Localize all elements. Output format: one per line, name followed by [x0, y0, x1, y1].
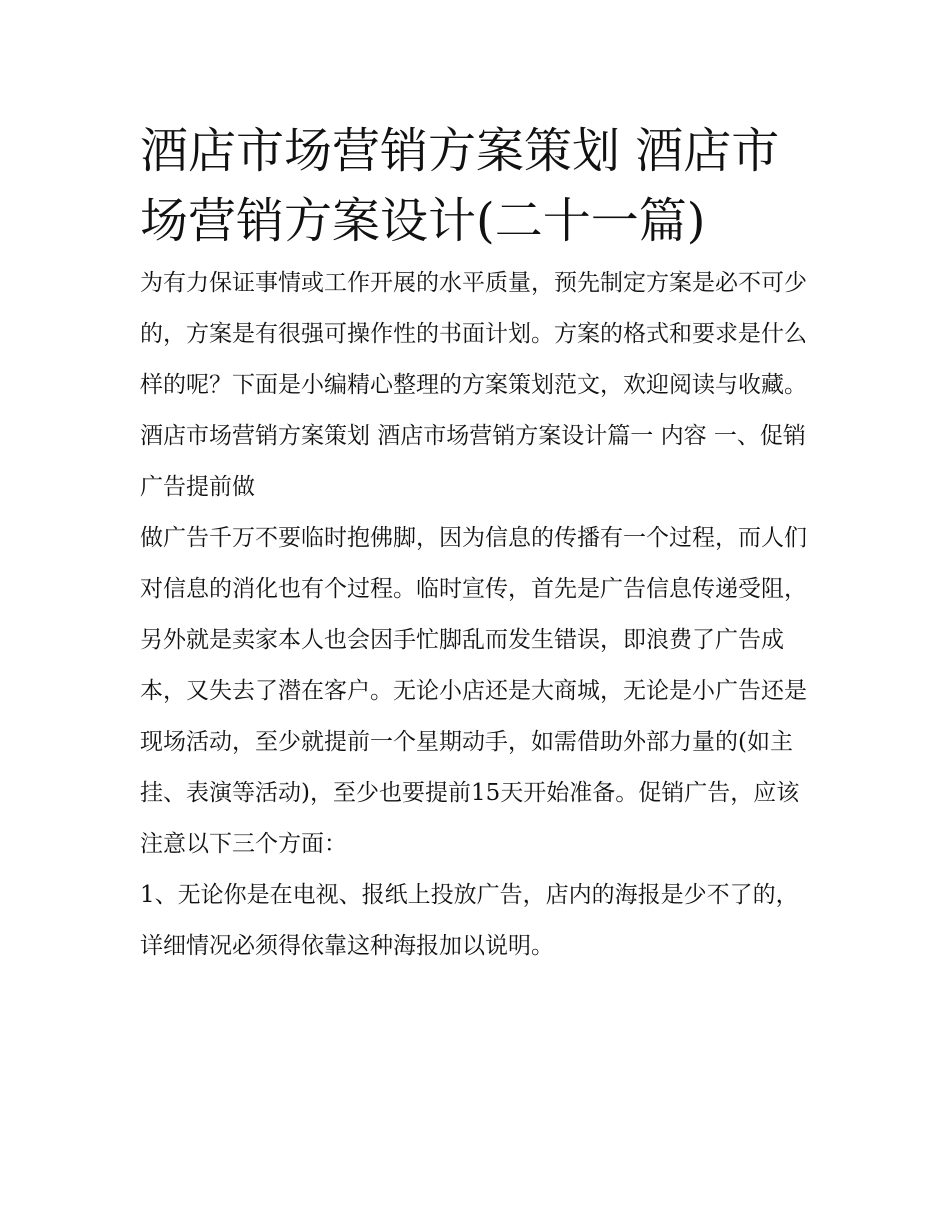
advertising-paragraph: 做广告千万不要临时抱佛脚，因为信息的传播有一个过程，而人们对信息的消化也有个过程。临时宣传，首先是广告信息传递受阻，另外就是卖家本人也会因手忙脚乱而发生错误，即浪费了广告成本，又失去了潜在客户。无论小店还是大商城，无论是小广告还是现场活动，至少就提前一个星期动手，如需借助外部力量的(如主挂、表演等活动)，至少也要提前15天开始准备。促销广告，应该注意以下三个方面： — [140, 525, 807, 857]
numbered-point-paragraph: 1、无论你是在电视、报纸上投放广告，店内的海报是少不了的，详细情况必须得依靠这种海报加以说明。 — [140, 882, 799, 959]
document-body — [140, 116, 816, 972]
intro-paragraph: 为有力保证事情或工作开展的水平质量，预先制定方案是必不可少的，方案是有很强可操作性的书面计划。方案的格式和要求是什么样的呢？下面是小编精心整理的方案策划范文，欢迎阅读与收藏。 — [140, 270, 807, 398]
document-title: 酒店市场营销方案策划 酒店市场营销方案设计(二十一篇) — [140, 123, 780, 249]
section-heading-paragraph: 酒店市场营销方案策划 酒店市场营销方案设计篇一 内容 一、促销广告提前做 — [140, 423, 806, 500]
